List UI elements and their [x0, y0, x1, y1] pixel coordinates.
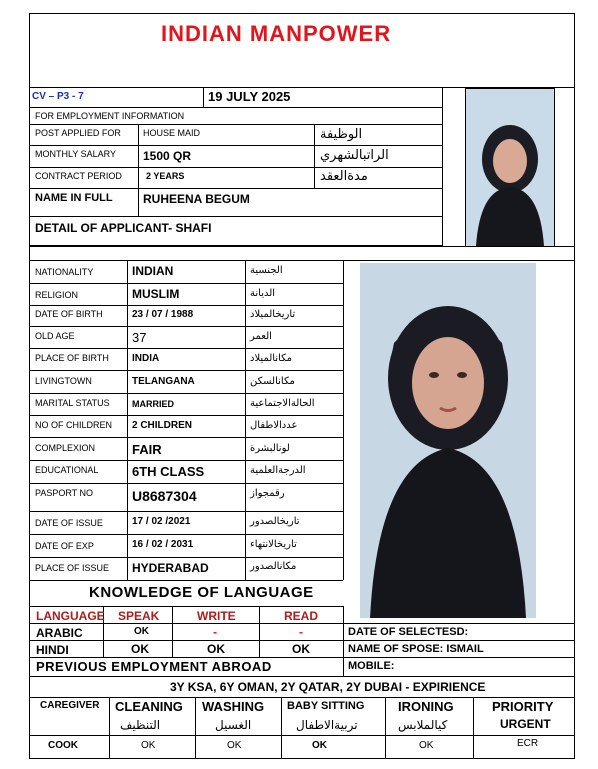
detail-arabic: الدرجةالعلمية — [250, 465, 306, 476]
detail-value: 2 CHILDREN — [132, 420, 193, 431]
skill-header-cleaning: CLEANING — [115, 699, 183, 714]
cook-label: COOK — [48, 740, 78, 751]
date-selected: DATE OF SELECTESD: — [348, 626, 469, 638]
detail-arabic: لونالبشرة — [250, 443, 290, 454]
page-title: INDIAN MANPOWER — [161, 21, 392, 46]
detail-value: 23 / 07 / 1988 — [132, 309, 194, 320]
skill-header-baby-sitting: BABY SITTING — [287, 700, 365, 712]
detail-arabic: مكانالسكن — [250, 376, 295, 387]
skill-arabic-baby-sitting: تربيةالاطفال — [296, 718, 358, 732]
detail-label: PLACE OF ISSUE — [35, 563, 110, 573]
detail-value: 17 / 02 /2021 — [132, 516, 191, 527]
detail-label: NO OF CHILDREN — [35, 420, 113, 430]
detail-arabic: الديانة — [250, 288, 276, 299]
contract-value: 2 YEARS — [146, 171, 185, 181]
detail-label: PLACE OF BIRTH — [35, 353, 109, 363]
priority-urgent: URGENT — [500, 717, 551, 731]
cv-date: 19 JULY 2025 — [208, 89, 291, 104]
skill-arabic-ironing: كيالملابس — [398, 718, 448, 732]
lang-write: OK — [207, 642, 225, 656]
skill-header-priority: PRIORITY — [492, 699, 554, 714]
lang-write: - — [213, 625, 217, 639]
detail-arabic: مكانالصدور — [250, 561, 297, 572]
salary-label: MONTHLY SALARY — [35, 149, 117, 159]
detail-label: RELIGION — [35, 290, 79, 300]
detail-arabic: الحالةالاجتماعية — [250, 398, 315, 409]
detail-value: INDIAN — [132, 264, 174, 278]
detail-value: U8687304 — [132, 488, 197, 504]
detail-arabic: الجنسية — [250, 265, 283, 276]
applicant-photo-small — [465, 88, 555, 247]
spouse-name: NAME OF SPOSE: ISMAIL — [348, 643, 484, 655]
detail-label: EDUCATIONAL — [35, 465, 99, 475]
detail-label: DATE OF ISSUE — [35, 518, 103, 528]
detail-label: LIVINGTOWN — [35, 376, 92, 386]
previous-employment-title: PREVIOUS EMPLOYMENT ABROAD — [36, 659, 272, 674]
detail-value: TELANGANA — [132, 376, 195, 387]
lang-header-speak: SPEAK — [118, 609, 160, 623]
salary-arabic: الراتبالشهري — [320, 148, 389, 163]
lang-speak: OK — [134, 626, 149, 637]
detail-label: OLD AGE — [35, 331, 75, 341]
applicant-photo-large — [360, 263, 536, 618]
detail-label: PASPORT NO — [35, 488, 94, 498]
detail-value: INDIA — [132, 353, 160, 364]
detail-arabic: تاريخالميلاد — [250, 309, 296, 320]
lang-read: OK — [292, 642, 310, 656]
previous-employment-detail: 3Y KSA, 6Y OMAN, 2Y QATAR, 2Y DUBAI - EXPIRIENCE — [170, 680, 486, 694]
skill-arabic-cleaning: التنظيف — [120, 718, 161, 732]
skill-arabic-washing: الغسيل — [215, 718, 252, 732]
detail-label: COMPLEXION — [35, 443, 96, 453]
detail-arabic: العمر — [250, 331, 272, 342]
detail-label: DATE OF EXP — [35, 541, 94, 551]
detail-value: 16 / 02 / 2031 — [132, 539, 194, 550]
contract-label: CONTRACT PERIOD — [35, 171, 122, 181]
detail-label: MARITAL STATUS — [35, 398, 110, 408]
detail-value: MARRIED — [132, 399, 174, 409]
cook-cleaning: OK — [141, 740, 156, 751]
detail-value: HYDERABAD — [132, 561, 209, 575]
cv-code: CV – P3 - 7 — [32, 91, 84, 102]
skill-header-ironing: IRONING — [398, 699, 454, 714]
cook-priority: ECR — [517, 738, 539, 749]
detail-arabic: مكانالميلاد — [250, 353, 293, 364]
detail-value: FAIR — [132, 442, 162, 457]
lang-speak: OK — [131, 642, 149, 656]
name-label: NAME IN FULL — [35, 192, 113, 204]
for-employment-label: FOR EMPLOYMENT INFORMATION — [35, 111, 185, 121]
detail-value: 6TH CLASS — [132, 464, 205, 479]
cook-ironing: OK — [419, 740, 434, 751]
lang-name: ARABIC — [36, 626, 83, 640]
detail-label: DATE OF BIRTH — [35, 309, 103, 319]
detail-arabic: تاريخالانتهاء — [250, 539, 297, 550]
lang-name: HINDI — [36, 643, 69, 657]
lang-header-write: WRITE — [197, 609, 236, 623]
skill-header-caregiver: CAREGIVER — [40, 700, 100, 711]
detail-label: NATIONALITY — [35, 267, 94, 277]
post-label: POST APPLIED FOR — [35, 128, 121, 138]
post-arabic: الوظيفة — [320, 127, 363, 142]
detail-arabic: تاريخالصدور — [250, 516, 300, 527]
salary-value: 1500 QR — [143, 149, 192, 163]
detail-value: MUSLIM — [132, 287, 180, 301]
language-title: KNOWLEDGE OF LANGUAGE — [89, 584, 314, 601]
detail-arabic: رقمجواز — [250, 488, 285, 499]
lang-header-language: LANGUAGE — [36, 609, 105, 623]
lang-header-read: READ — [284, 609, 319, 623]
detail-of-applicant: DETAIL OF APPLICANT- SHAFI — [35, 221, 212, 235]
cook-baby-sitting: OK — [312, 740, 327, 751]
detail-value: 37 — [132, 330, 147, 345]
post-value: HOUSE MAID — [143, 128, 201, 138]
contract-arabic: مدةالعقد — [320, 169, 368, 184]
lang-read: - — [299, 625, 303, 639]
mobile: MOBILE: — [348, 660, 395, 672]
detail-arabic: عددالاطفال — [250, 420, 298, 431]
skill-header-washing: WASHING — [202, 699, 265, 714]
cook-washing: OK — [227, 740, 242, 751]
name-value: RUHEENA BEGUM — [143, 192, 250, 206]
